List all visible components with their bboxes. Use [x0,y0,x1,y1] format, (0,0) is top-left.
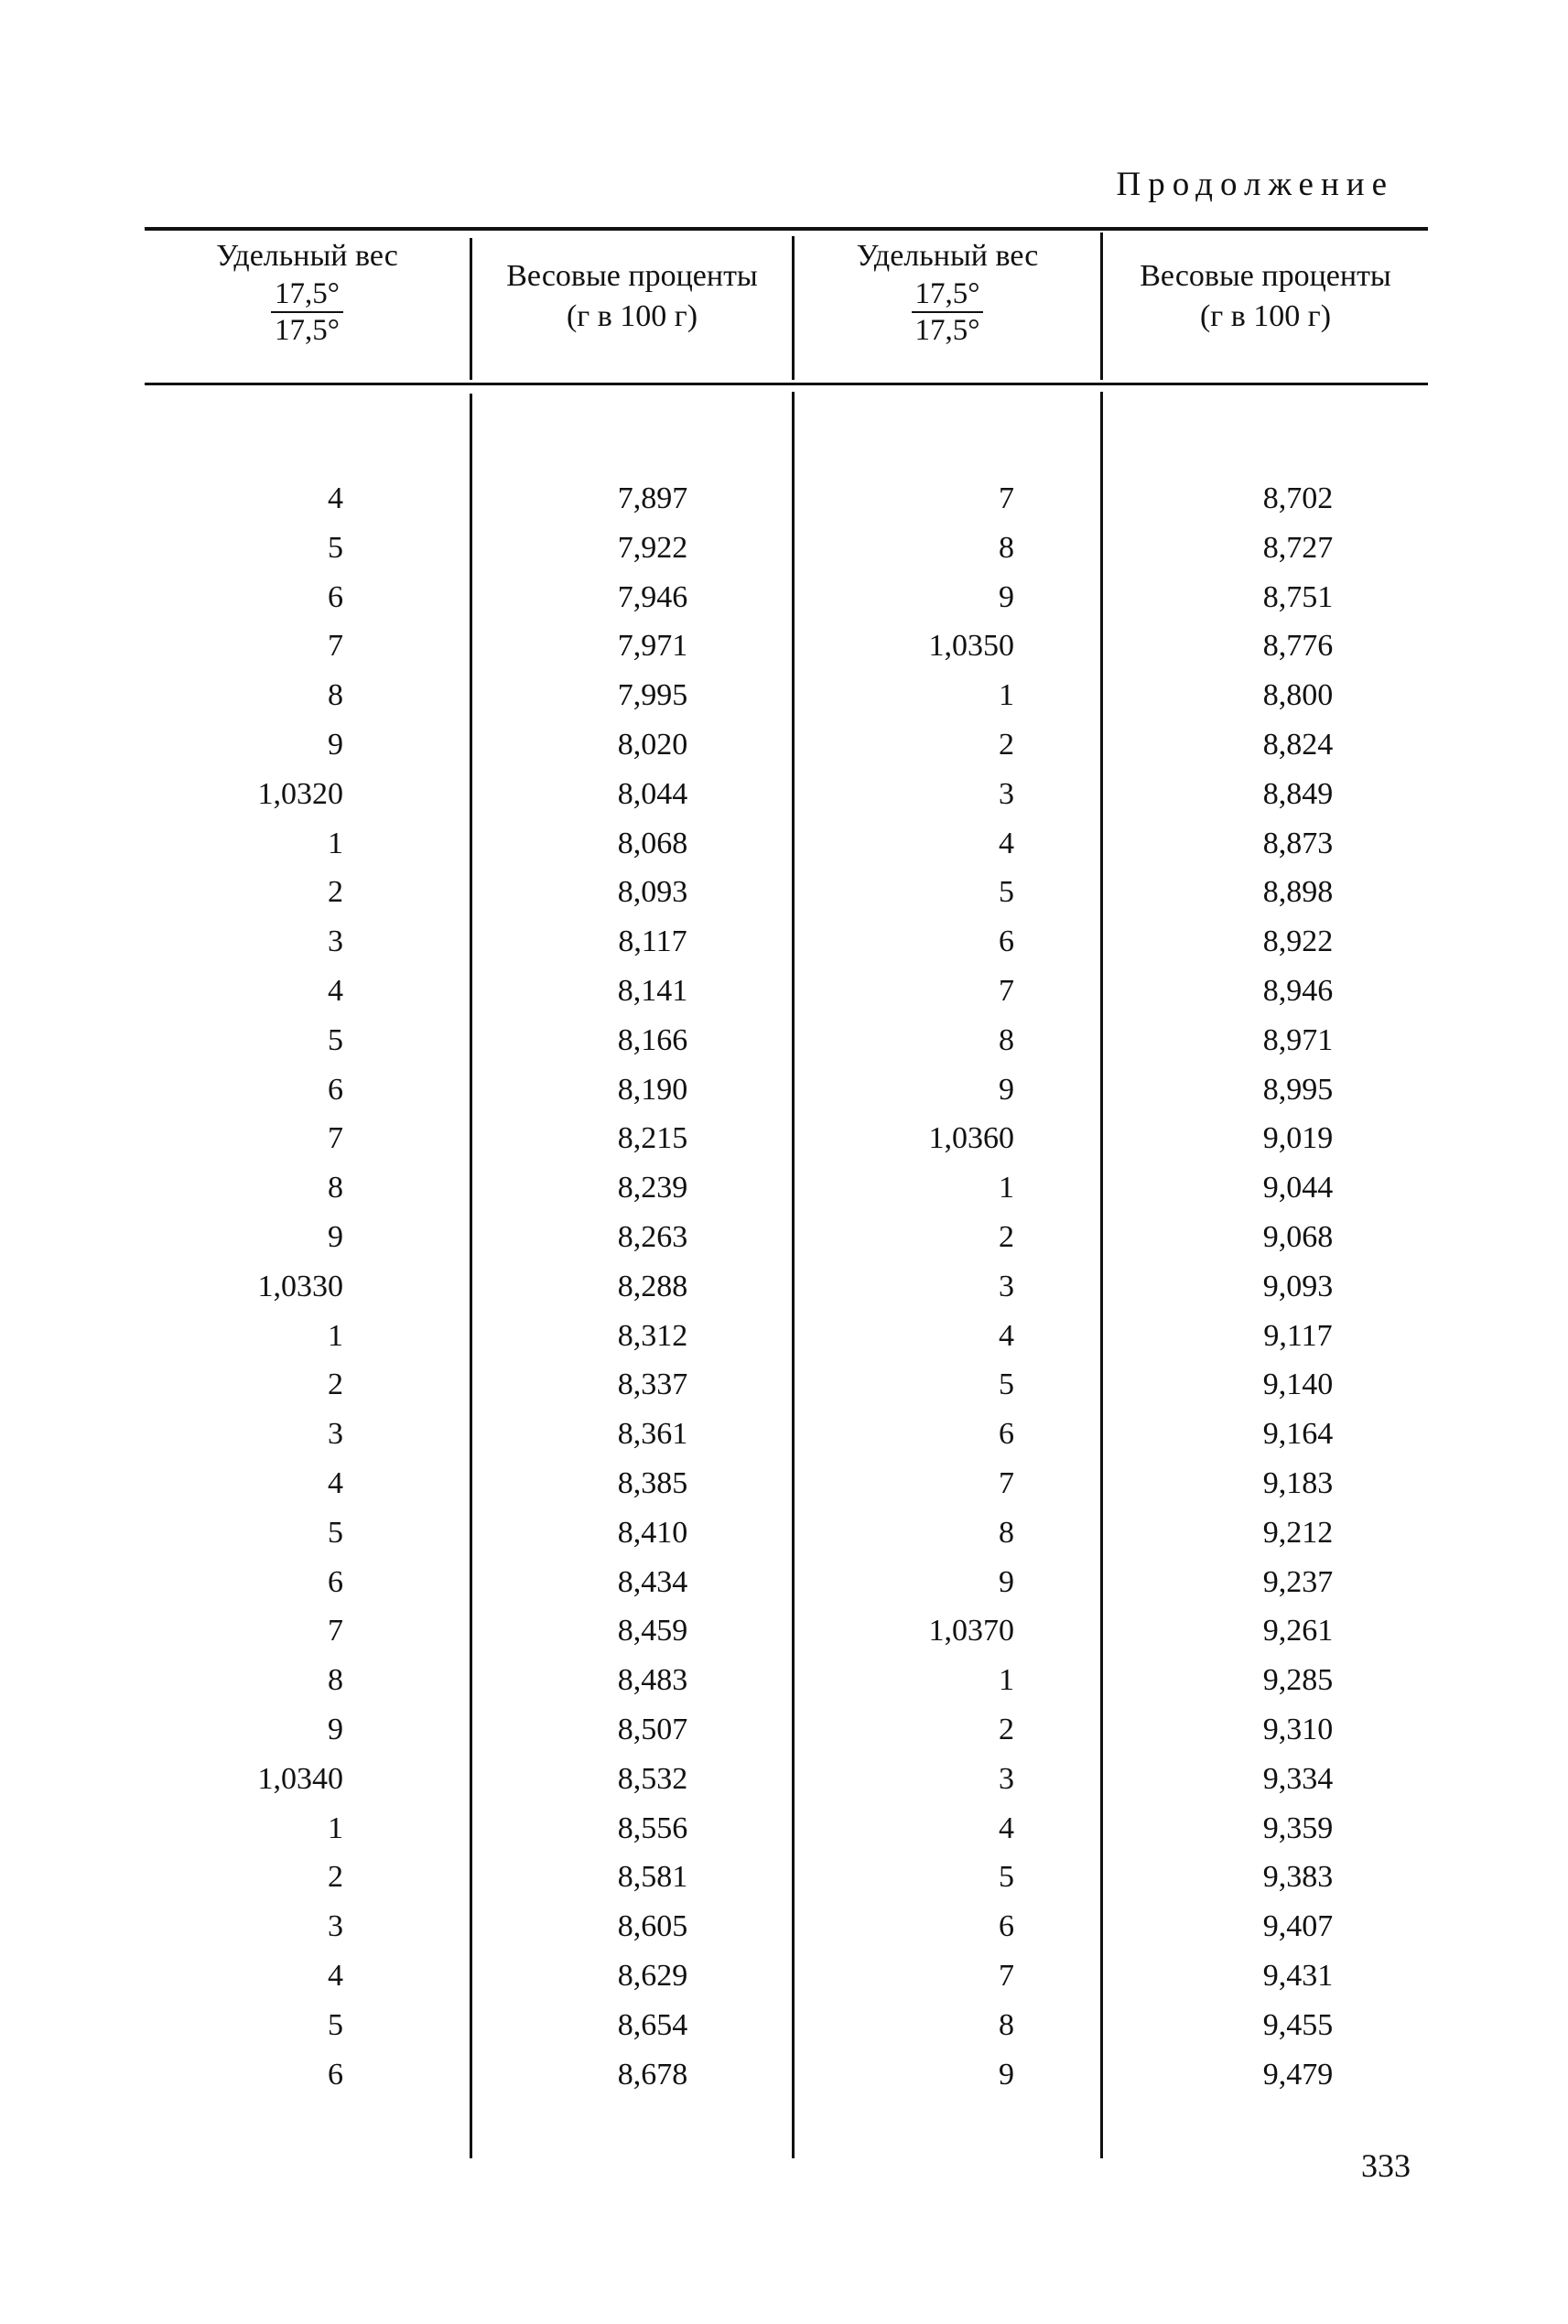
table-cell: 7 [328,1121,343,1156]
table-cell: 7,922 [617,530,688,565]
table-cell: 8,898 [1262,875,1334,910]
table-cell: 8,166 [617,1022,688,1057]
table-cell: 9,334 [1262,1761,1334,1796]
table-cell: 8,995 [1262,1072,1334,1107]
table-cell: 7,897 [617,481,688,515]
table-cell: 9,407 [1262,1909,1334,1944]
table-cell: 6 [999,1417,1014,1452]
temperature-fraction [912,276,984,348]
table-cell: 2 [328,1860,343,1895]
table-cell: 8,727 [1262,530,1334,565]
table-cell: 9,431 [1262,1958,1334,1993]
table-cell: 8,093 [617,875,688,910]
table-cell: 5 [328,1515,343,1550]
table-cell: 5 [999,875,1014,910]
table-cell: 9,383 [1262,1860,1334,1895]
table-cell: 3 [999,1269,1014,1303]
table-cell: 5 [328,530,343,565]
table-cell: 2 [328,875,343,910]
table-cell: 9,479 [1262,2057,1334,2092]
table-cell: 2 [328,1367,343,1402]
table-cell: 9 [999,1072,1014,1107]
fraction-denominator: 17,5° [275,314,340,347]
table-cell: 8 [999,530,1014,565]
body-divider-3 [1100,392,1103,2158]
table-cell: 8,117 [618,924,687,959]
table-cell: 9 [999,579,1014,614]
table-cell: 8,873 [1262,826,1334,860]
table-cell: 9,183 [1262,1465,1334,1500]
table-cell: 8,410 [617,1515,688,1550]
table-cell: 1,0320 [257,776,343,811]
header-title: Удельный вес [216,239,398,273]
table-cell: 8,215 [617,1121,688,1156]
table-cell: 9,359 [1262,1811,1334,1845]
table-cell: 9,310 [1262,1712,1334,1746]
table-cell: 8,776 [1262,629,1334,664]
table-cell: 7 [328,629,343,664]
header-specific-gravity-right [795,236,1100,383]
table-cell: 8,507 [617,1712,688,1746]
table-cell: 8,434 [617,1564,688,1599]
table-cell: 2 [999,1219,1014,1254]
table-cell: 5 [999,1367,1014,1402]
table-cell: 8,605 [617,1909,688,1944]
table-cell: 1 [328,1811,343,1845]
table-cell: 7,971 [617,629,688,664]
table-cell: 3 [999,1761,1014,1796]
weight-percent-column-right [1225,474,1371,2099]
table-cell: 8,946 [1262,973,1334,1008]
table-cell: 8,922 [1262,924,1334,959]
table-cell: 9,140 [1262,1367,1334,1402]
table-cell: 8,020 [617,727,688,762]
table-cell: 6 [328,579,343,614]
fraction-denominator: 17,5° [914,314,980,347]
table-cell: 4 [999,1811,1014,1845]
table-cell: 7 [328,1614,343,1648]
table-cell: 5 [328,2007,343,2042]
table-cell: 9 [328,727,343,762]
header-line-2: (г в 100 г) [566,299,698,333]
table-cell: 7,995 [617,678,688,713]
table-cell: 9 [328,1712,343,1746]
table-cell: 8,337 [617,1367,688,1402]
table-cell: 1,0330 [257,1269,343,1303]
table-cell: 8,849 [1262,776,1334,811]
table-cell: 8,068 [617,826,688,860]
header-line-2: (г в 100 г) [1199,299,1332,333]
table-cell: 9,068 [1262,1219,1334,1254]
table-cell: 9 [999,1564,1014,1599]
table-cell: 8,385 [617,1465,688,1500]
table-cell: 9,237 [1262,1564,1334,1599]
body-divider-1 [470,394,472,2158]
table-cell: 8,239 [617,1171,688,1205]
table-cell: 9 [999,2057,1014,2092]
table-cell: 8 [999,1515,1014,1550]
table-cell: 8,751 [1262,579,1334,614]
table-cell: 1 [328,1318,343,1353]
table-cell: 9,285 [1262,1663,1334,1698]
table-cell: 8,459 [617,1614,688,1648]
table-cell: 5 [328,1022,343,1057]
table-cell: 8,288 [617,1269,688,1303]
table-cell: 9,019 [1262,1121,1334,1156]
table-cell: 3 [328,1417,343,1452]
table-cell: 9,455 [1262,2007,1334,2042]
table-cell: 8,581 [617,1860,688,1895]
table-cell: 8 [328,1663,343,1698]
table-cell: 8,556 [617,1811,688,1845]
table-cell: 8,702 [1262,481,1334,515]
table-cell: 7,946 [617,579,688,614]
header-weight-percent-right [1103,236,1428,403]
table-cell: 7 [999,481,1014,515]
table-cell: 4 [328,973,343,1008]
table-cell: 8,483 [617,1663,688,1698]
table-cell: 6 [328,1072,343,1107]
table-cell: 5 [999,1860,1014,1895]
table-cell: 9,164 [1262,1417,1334,1452]
table-cell: 6 [999,924,1014,959]
table-cell: 2 [999,727,1014,762]
table-cell: 8,629 [617,1958,688,1993]
body-divider-2 [792,392,795,2158]
specific-gravity-column-left [181,474,343,2099]
table-cell: 8,800 [1262,678,1334,713]
table-cell: 8,678 [617,2057,688,2092]
table-cell: 2 [999,1712,1014,1746]
table-cell: 8,654 [617,2007,688,2042]
table-cell: 1,0370 [928,1614,1014,1648]
table-cell: 4 [328,481,343,515]
table-cell: 1,0360 [928,1121,1014,1156]
header-line-1: Весовые проценты [506,259,758,293]
table-cell: 1,0340 [257,1761,343,1796]
table-cell: 7 [999,1465,1014,1500]
table-cell: 1 [999,678,1014,713]
table-cell: 4 [328,1958,343,1993]
table-cell: 8,044 [617,776,688,811]
table-cell: 8,361 [617,1417,688,1452]
table-cell: 8 [999,1022,1014,1057]
continuation-label: Продолжение [1116,166,1394,203]
table-top-rule [145,227,1428,231]
table-cell: 8,263 [617,1219,688,1254]
table-cell: 8,312 [617,1318,688,1353]
table-cell: 6 [328,1564,343,1599]
table-cell: 9,261 [1262,1614,1334,1648]
table-cell: 3 [328,1909,343,1944]
table-cell: 4 [999,826,1014,860]
page-number: 333 [1361,2147,1411,2184]
fraction-numerator: 17,5° [912,276,984,313]
table-cell: 8,532 [617,1761,688,1796]
weight-percent-column-left [584,474,721,2099]
header-title: Удельный вес [856,239,1039,273]
table-cell: 9 [328,1219,343,1254]
table-cell: 9,044 [1262,1171,1334,1205]
table-cell: 1 [328,826,343,860]
specific-gravity-column-right [859,474,1014,2099]
table-cell: 8 [999,2007,1014,2042]
table-cell: 8 [328,1171,343,1205]
temperature-fraction [271,276,343,348]
table-cell: 8 [328,678,343,713]
table-cell: 1 [999,1171,1014,1205]
table-cell: 8,971 [1262,1022,1334,1057]
table-cell: 9,117 [1263,1318,1333,1353]
table-cell: 1 [999,1663,1014,1698]
table-cell: 9,212 [1262,1515,1334,1550]
table-cell: 9,093 [1262,1269,1334,1303]
table-cell: 4 [999,1318,1014,1353]
header-line-1: Весовые проценты [1140,259,1391,293]
table-cell: 7 [999,973,1014,1008]
table-cell: 3 [999,776,1014,811]
table-cell: 4 [328,1465,343,1500]
table-cell: 8,190 [617,1072,688,1107]
header-weight-percent-left [472,236,792,403]
table-cell: 8,824 [1262,727,1334,762]
table-cell: 1,0350 [928,629,1014,664]
header-specific-gravity-left [145,236,470,383]
table-cell: 8,141 [617,973,688,1008]
table-cell: 3 [328,924,343,959]
table-cell: 7 [999,1958,1014,1993]
table-cell: 6 [328,2057,343,2092]
fraction-numerator: 17,5° [271,276,343,313]
table-cell: 6 [999,1909,1014,1944]
